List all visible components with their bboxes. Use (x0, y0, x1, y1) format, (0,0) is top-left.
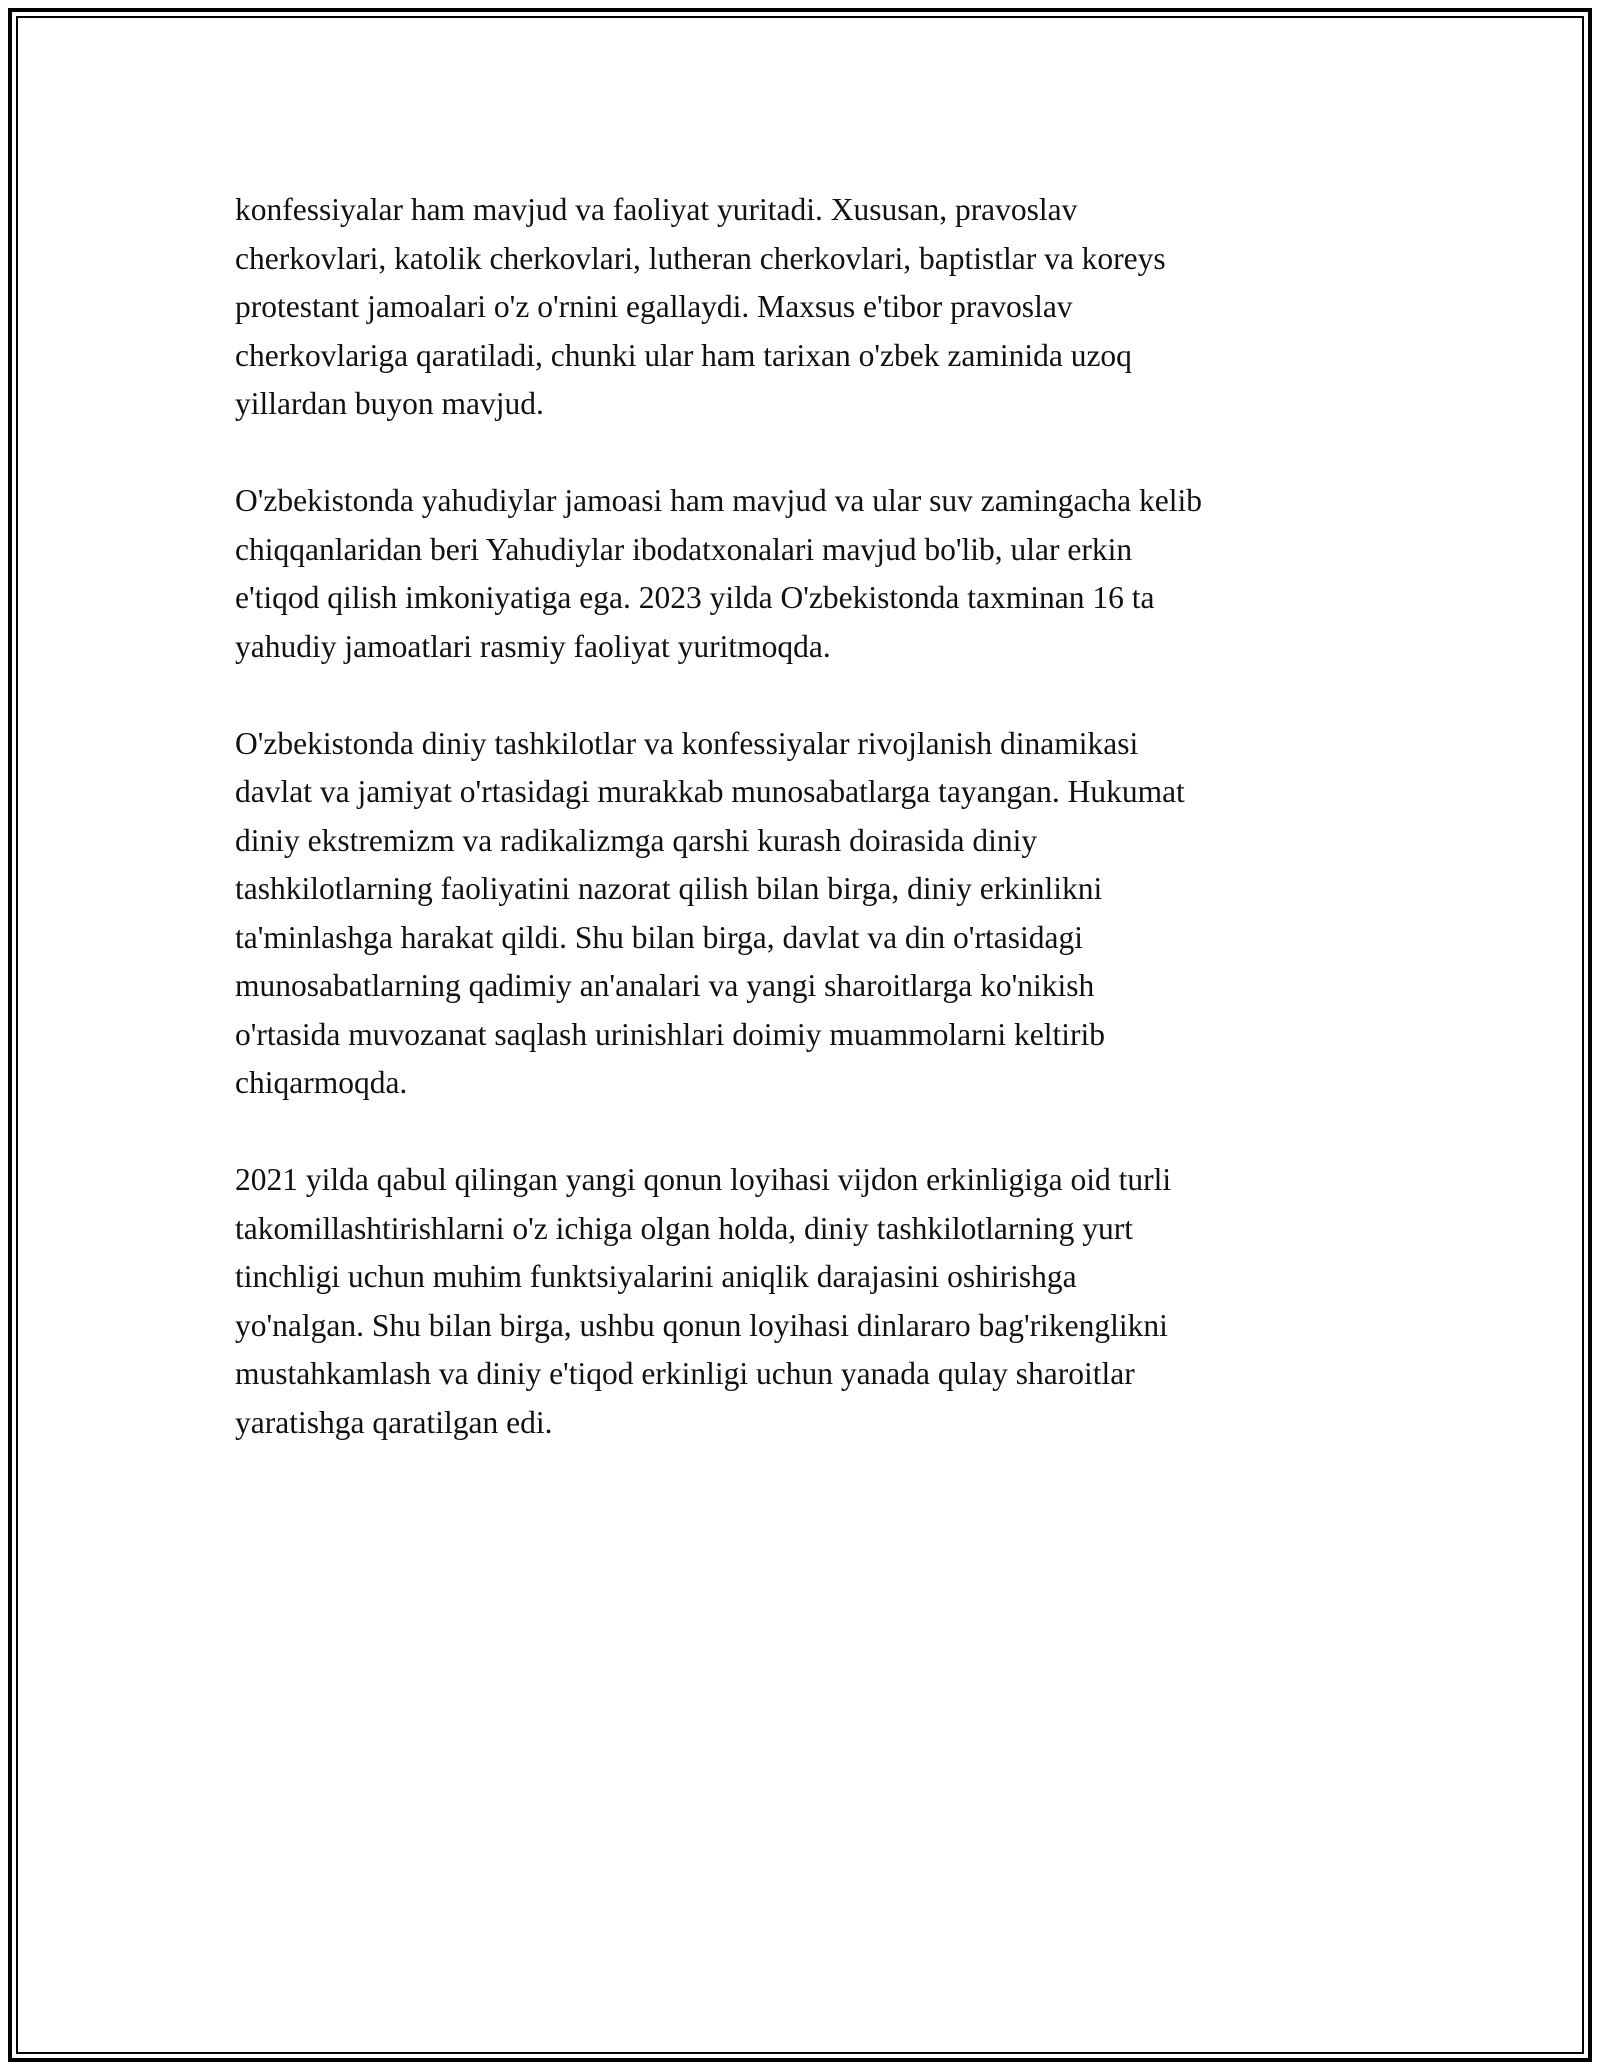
document-body (235, 186, 1365, 1447)
paragraph-4: 2021 yilda qabul qilingan yangi qonun loyihasi vijdon erkinligiga oid turli takomillashtirishlarni o'z ichiga olgan holda, diniy tashkilotlarning yurt tinchligi uchun muhim funktsiyalarini aniqlik darajasini oshirishga yo'nalgan. Shu bilan birga, ushbu qonun loyihasi dinlararo bag'rikenglikni mustahkamlash va diniy e'tiqod erkinligi uchun yanada qulay sharoitlar yaratishga qaratilgan edi. (235, 1162, 1172, 1440)
paragraph-2: O'zbekistonda yahudiylar jamoasi ham mavjud va ular suv zamingacha kelib chiqqanlaridan beri Yahudiylar ibodatxonalari mavjud bo'lib, ular erkin e'tiqod qilish imkoniyatiga ega. 2023 yilda O'zbekistonda taxminan 16 ta yahudiy jamoatlari rasmiy faoliyat yuritmoqda. (235, 483, 1203, 664)
paragraph-3: O'zbekistonda diniy tashkilotlar va konfessiyalar rivojlanish dinamikasi davlat va jamiyat o'rtasidagi murakkab munosabatlarga tayangan. Hukumat diniy ekstremizm va radikalizmga qarshi kurash doirasida diniy tashkilotlarning faoliyatini nazorat qilish bilan birga, diniy erkinlikni ta'minlashga harakat qildi. Shu bilan birga, davlat va din o'rtasidagi munosabatlarning qadimiy an'analari va yangi sharoitlarga ko'nikish o'rtasida muvozanat saqlash urinishlari doimiy muammolarni keltirib chiqarmoqda. (235, 725, 1185, 1100)
paragraph-1: konfessiyalar ham mavjud va faoliyat yuritadi. Xususan, pravoslav cherkovlari, katolik cherkovlari, lutheran cherkovlari, baptistlar va koreys protestant jamoalari o'z o'rnini egallaydi. Maxsus e'tibor pravoslav cherkovlariga qaratiladi, chunki ular ham tarixan o'zbek zaminida uzoq yillardan buyon mavjud. (235, 192, 1166, 421)
